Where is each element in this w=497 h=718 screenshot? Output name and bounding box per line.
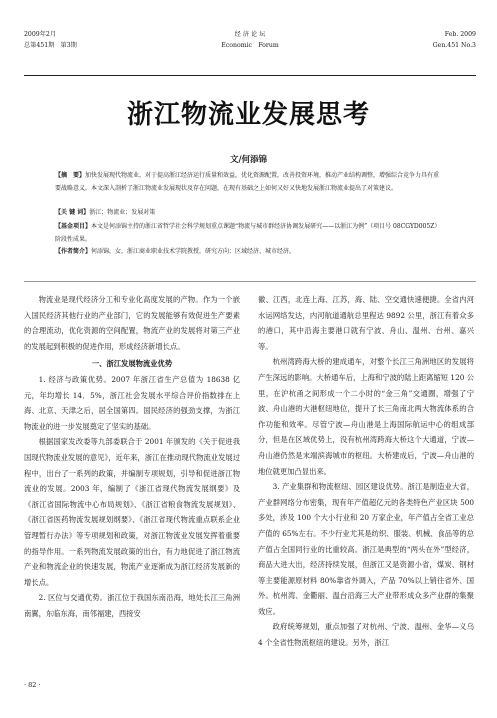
author-bio (55, 246, 445, 259)
article-author: 文/何添锦 (229, 155, 268, 165)
paragraph: 2. 区位与交通优势。浙江位于我国东南沿海，地处长江三角洲南翼，东临东海，南邻福建，西接安 (24, 593, 240, 618)
section-divider (24, 281, 476, 282)
keywords-text: 浙江；物流业；发展对策 (89, 209, 156, 216)
paragraph: 1. 经济与政策优势。2007 年浙江省生产总值为 18638 亿元，年均增长 14．5%，浙江社会发展水平综合评价指数排在上海、北京、天津之后，居全国第四。国民经济的强劲支撑，为浙江物流业的进一步发展奠定了坚实的基础。 (24, 374, 240, 431)
header-issue-en: Gen.451 No.3 (432, 42, 476, 49)
author-bio-label: 【作者简介】 (55, 248, 92, 255)
running-header (24, 31, 476, 61)
header-rule (24, 75, 476, 76)
fund-item (55, 221, 445, 246)
header-date-en: Feb. 2009 (444, 31, 476, 38)
section-heading: 一、浙江发展物流业优势 (91, 359, 173, 369)
abstract-text: 加快发展现代物流业，对于提高浙江经济运行质量和效益，优化资源配置，改善投资环境，推动产业结构调整，增强综合竞争力具有重要战略意义。本文深入剖析了浙江物流业发展现状及存在问题，在现有基础之上如何又好又快地发展浙江物流业提出了对策建议。 (55, 172, 440, 192)
paragraph: 政府统筹规划，重点加强了对杭州、宁波、温州、金华—义乌 4 个全省性物流枢纽的建设。另外，浙江 (258, 622, 474, 648)
paragraph: 徽、江西，北连上海、江苏，海、陆、空交通快速便捷。全省内河水运网络发达，内河航道通航总里程达 9892 公里，浙江有着众多的港口，其中沿海主要港口就有宁波、舟山、温州、台州、嘉兴等。 (258, 295, 474, 351)
paragraph: 杭州湾跨海大桥的建成通车，对整个长江三角洲地区的发展将产生深远的影响。大桥通车后，上海和宁波的陆上距离缩短 120 公里，在沪杭甬之间形成一个二小时的“金三角”交通圈，增强了宁波、舟山港的大港枢纽地位，提升了长三角南北两大物流体系的合作功能和效率。尽管宁波—舟山港是上海国际航运中心的组成部分，但是在区域优势上，没有杭州湾跨海大桥这个大通道，宁波—舟山港仍然是末端滨海城市的枢纽。大桥建成后，宁波—舟山港的地位就更加凸显出来。 (258, 357, 474, 476)
header-journal-en: Economic Forum (221, 42, 279, 49)
keywords (55, 207, 445, 220)
left-column (24, 292, 240, 621)
abstract-label: 【摘 要】 (55, 172, 86, 179)
header-date-cn: 2009年2月 (24, 31, 57, 38)
abstract (55, 170, 445, 195)
fund-text: 本文是何添锦主持的浙江省哲学社会科学规划重点课题“物流与城市群经济协调发展研究——以浙江为例”（项目号 08CGYD005Z）阶段性成果。 (55, 223, 441, 243)
header-journal-cn: 经 济 论 坛 (234, 31, 266, 38)
article-title: 浙江物流业发展思考 (126, 100, 370, 130)
paragraph: 根据国家发改委等九部委联合于 2001 年颁发的《关于促进我国现代物流业发展的意见》，近年来，浙江在推动现代物流业发展过程中，出台了一系列的政策，并编制专项规划，引导和促进浙江物流业的发展。2003 年，编制了《浙江省现代物流发展纲要》及《浙江省国际物流中心布局规划》、《浙江省粮食物流发展规划》、《浙江省医药物流发展规划纲要》、《浙江省现代物流重点联系企业管理暂行办法》等专项规划和政策，对浙江物流业发展发挥着重要的指导作用。一系列物流发展政策的出台，有力地促进了浙江物流产业和物流企业的快速发展，物流产业逐渐成为浙江经济发展新的增长点。 (24, 437, 240, 587)
header-issue-cn: 总第451期 第3期 (24, 42, 77, 49)
right-column (258, 292, 474, 651)
paragraph: 3. 产业集群和物流枢纽、园区建设优势。浙江是制造业大省，产业群网络分布密集，现有年产值超亿元的各类特色产业区块 500 多处，涉及 100 个大小行业和 20 万家企业，年产值占全省工业总产值的 65%左右。不少行业尤其是纺织、服装、机械、食品等的总产值占全国同行业的比重较高。浙江是典型的“两头在外”型经济，商品大进大出，经济持续发展，但浙江又是资源小省，煤炭、钢材等主要能源原材料 80%靠省外调入，产品 70%以上销往省外、国外。杭州湾、金衢丽、温台沿海三大产业带形成众多产业群的集聚效应。 (258, 482, 474, 616)
paragraph: 物流业是现代经济分工和专业化高度发展的产物。作为一个嵌入国民经济其他行业的产业部门，它的发展能够有效促进生产要素的合理流动，优化资源的空间配置，物流产业的发展将对第三产业的发展起到积极的促进作用，形成经济新增长点。 (24, 295, 240, 351)
fund-label: 【基金项目】 (55, 223, 92, 230)
keywords-label: 【关 键 词】 (55, 209, 90, 216)
author-bio-text: 何添锦，女，浙江商业职业技术学院教授，研究方向：区域经济、城市经济。 (91, 248, 296, 255)
page-number: · 82 · (24, 681, 41, 689)
